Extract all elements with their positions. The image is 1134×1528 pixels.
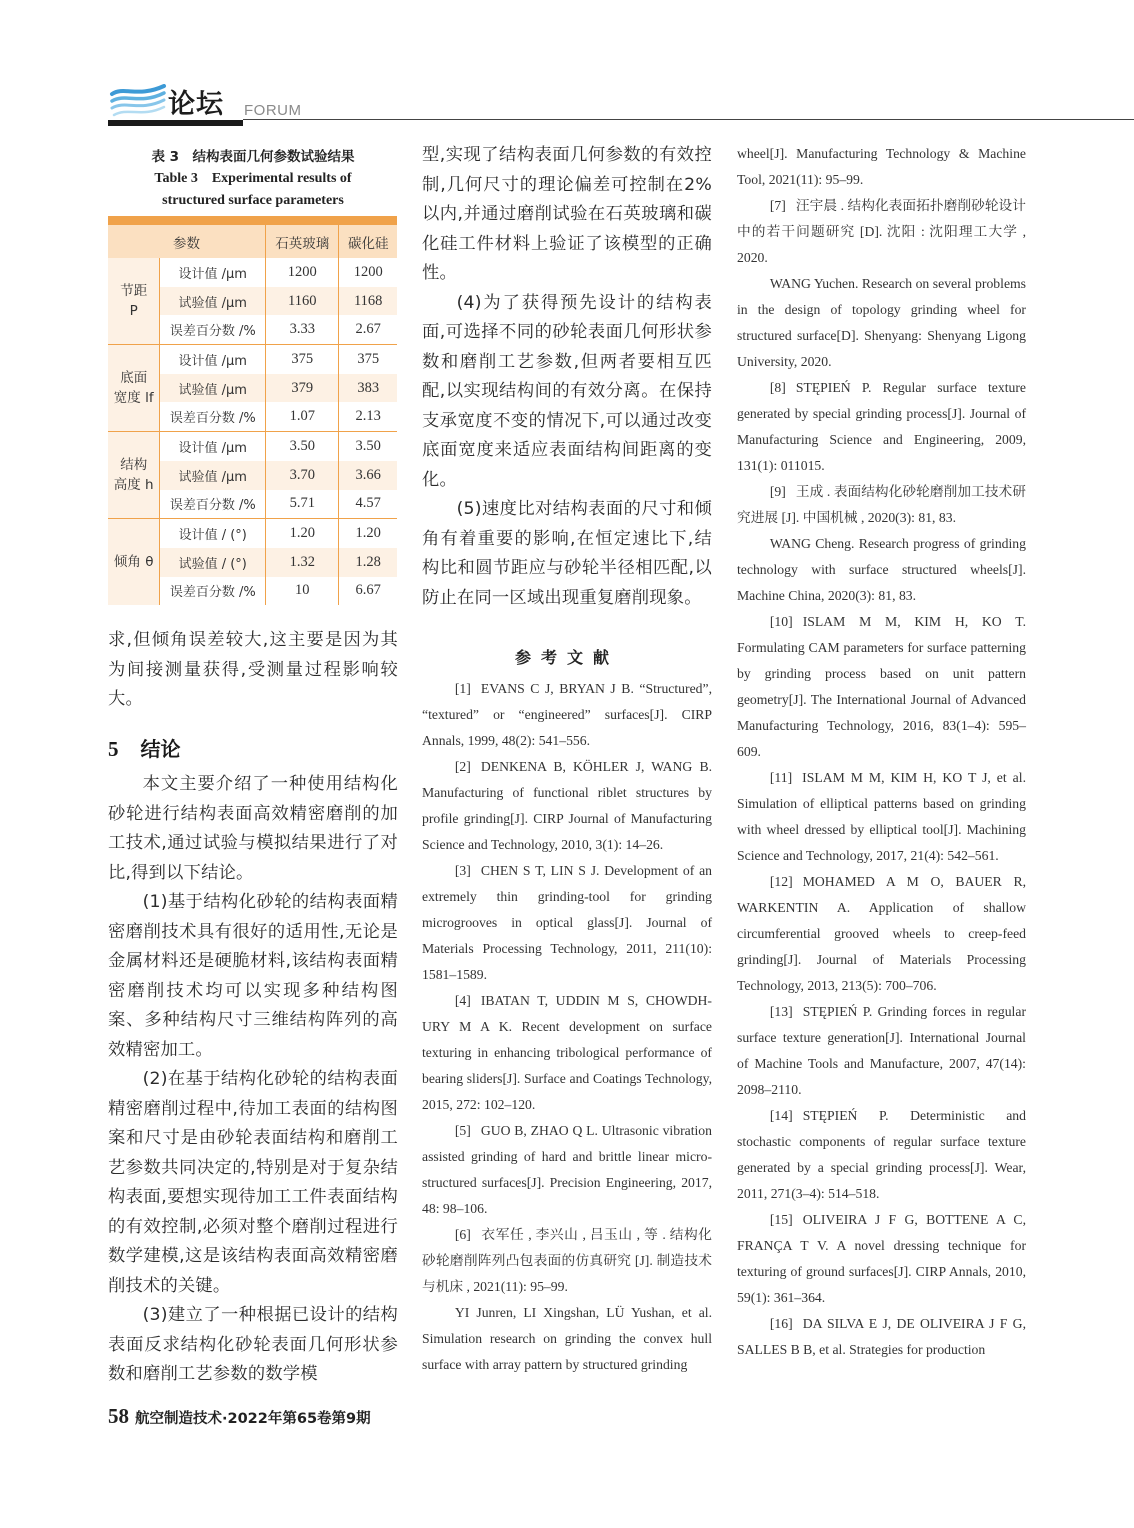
- reference-number: [5]: [454, 1123, 471, 1138]
- sic-value: 4.57: [355, 495, 381, 512]
- sic-value: 1168: [339, 287, 397, 316]
- reference-number: [4]: [454, 993, 471, 1008]
- table-row: [108, 258, 397, 287]
- section-number: 5: [108, 737, 119, 761]
- table-row: [108, 519, 397, 548]
- table-caption: [108, 146, 398, 212]
- conclusion-5: (5)速度比对结构表面的尺寸和倾角有着重要的影响,在恒定速比下,结构比和圆节距应与砂轮半径相匹配,以防止在同一区域出现重复磨削现象。: [422, 499, 712, 608]
- reference-item: [737, 479, 1026, 531]
- table-top-bar: [108, 216, 397, 225]
- column-1-body: [108, 770, 398, 1390]
- reference-number: [12]: [769, 874, 793, 889]
- quartz-value: 375: [266, 345, 339, 374]
- reference-item: [737, 765, 1026, 869]
- column-2-body: [422, 141, 712, 613]
- table-caption-en-1: Table 3 Experimental results of: [154, 171, 352, 186]
- row-label: 试验值 / (°): [160, 548, 266, 577]
- table-row: [108, 345, 397, 374]
- reference-number: [3]: [454, 863, 471, 878]
- reference-number: [11]: [769, 770, 793, 785]
- conclusion-4: (4)为了获得预先设计的结构表面,可选择不同的砂轮表面几何形状参数和磨削工艺参数,但两者要相互匹配,以实现结构间的有效分离。在保持支承宽度不变的情况下,可以通过改变底面宽度来适应表面结构间距离的变化。: [422, 292, 712, 490]
- group-name-line-1: 结构: [120, 457, 148, 474]
- reference-text: IBATAN T, UDDIN M S, CHOWDH-URY M A K. Recent development on surface texturing in enhancing tribological performance of bearing sliders[J]. Surface and Coatings Technology, 2015, 272: 102–120.: [422, 993, 712, 1112]
- reference-text: STĘPIEŃ P. Regular surface texture generated by special grinding process[J]. Journal of Manufacturing Science and Engineering, 2009, 131(1): 011015.: [737, 380, 1026, 473]
- reference-text: ISLAM M M, KIM H, KO T. Formulating CAM parameters for surface patterning by grinding process based on unit pattern geometry[J]. The International Journal of Advanced Manufacturing Technology, 2016, 83(1–4): 595–609.: [737, 614, 1026, 759]
- sic-value: 2.67: [355, 321, 381, 338]
- reference-number: [8]: [769, 380, 786, 395]
- sic-value: 6.67: [355, 582, 381, 599]
- row-label: 误差百分数 /%: [160, 402, 266, 431]
- column-header-param: 参数: [108, 225, 266, 258]
- section-title-cn: 论坛: [168, 89, 224, 120]
- conclusion-3-end: 型,实现了结构表面几何参数的有效控制,几何尺寸的理论偏差可控制在2% 以内,并通过磨削试验在石英玻璃和碳化硅工件材料上验证了该模型的正确性。: [422, 145, 712, 283]
- reference-translation: [737, 271, 1026, 375]
- reference-text: DENKENA B, KÖHLER J, WANG B. Manufacturing of functional riblet structures by profile grinding[J]. CIRP Journal of Manufacturing Science and Technology, 2010, 3(1): 14–26.: [422, 759, 712, 852]
- reference-text: 衣军任 , 李兴山 , 吕玉山 , 等 . 结构化砂轮磨削阵列凸包表面的仿真研究 [J]. 制造技术与机床 , 2021(11): 95–99.: [422, 1227, 712, 1294]
- row-label: 试验值 /μm: [160, 287, 266, 316]
- reference-item: [737, 1207, 1026, 1311]
- column-1-top: [108, 626, 398, 715]
- reference-text: STĘPIEŃ P. Deterministic and stochastic components of regular surface texture generated by a special grinding process[J]. Wear, 2011, 271(3–4): 514–518.: [737, 1108, 1026, 1201]
- column-header-sic: 碳化硅: [339, 225, 397, 258]
- conclusion-2: (2)在基于结构化砂轮的结构表面精密磨削过程中,待加工表面的结构图案和尺寸是由砂轮表面结构和磨削工艺参数共同决定的,特别是对于复杂结构表面,要想实现待加工工件表面结构的有效控制,必须对整个磨削过程进行数学建模,这是该结构表面高效精密磨削技术的关键。: [108, 1069, 398, 1296]
- reference-text: WANG Cheng. Research progress of grinding technology with surface structured wheels[J]. Machine China, 2020(3): 81, 83.: [737, 536, 1026, 603]
- reference-item: [422, 1222, 712, 1300]
- quartz-value: 1.20: [266, 519, 339, 548]
- reference-item: [422, 858, 712, 988]
- group-name-line-1: 底面: [120, 370, 148, 387]
- parameter-group-name: [108, 258, 160, 345]
- section-heading: [108, 733, 181, 762]
- paragraph: 求,但倾角误差较大,这主要是因为其为间接测量获得,受测量过程影响较大。: [108, 630, 398, 709]
- reference-item: [737, 609, 1026, 765]
- reference-number: [6]: [454, 1227, 471, 1242]
- references-column-2: [422, 676, 712, 1378]
- reference-translation-cont: [737, 141, 1026, 193]
- page-header: [108, 84, 1134, 128]
- reference-text: EVANS C J, BRYAN J B. “Structured”, “textured” or “engineered” surfaces[J]. CIRP Annals, 1999, 48(2): 541–556.: [422, 681, 712, 748]
- reference-item: [737, 869, 1026, 999]
- group-name-line-1: 节距: [120, 283, 148, 300]
- wave-logo-icon: [108, 84, 168, 120]
- table-header-row: [108, 225, 397, 258]
- sic-value: 375: [339, 345, 397, 374]
- references-column-3: [737, 141, 1026, 1363]
- sic-value: 2.13: [355, 408, 381, 425]
- page-footer: [108, 1404, 371, 1429]
- parameter-group-name: [108, 345, 160, 432]
- results-table: [108, 216, 397, 605]
- reference-item: [422, 988, 712, 1118]
- row-label: 设计值 /μm: [160, 258, 266, 287]
- reference-text: MOHAMED A M O, BAUER R, WARKENTIN A. Application of shallow circumferential grooved wheels to creep-feed grinding[J]. Journal of Materials Processing Technology, 2013, 213(5): 700–706.: [737, 874, 1026, 993]
- parameter-group-name: [108, 519, 160, 606]
- row-label: 设计值 /μm: [160, 432, 266, 461]
- reference-number: [13]: [769, 1004, 793, 1019]
- group-name-line-2: P: [129, 303, 138, 320]
- table-caption-cn: 表 3 结构表面几何参数试验结果: [151, 149, 355, 165]
- quartz-value: 1.07: [266, 402, 339, 431]
- sic-value: 383: [339, 374, 397, 403]
- reference-item: [422, 1118, 712, 1222]
- reference-translation: [737, 531, 1026, 609]
- conclusion-3-start: (3)建立了一种根据已设计的结构表面反求结构化砂轮表面几何形状参数和磨削工艺参数的数学模: [108, 1305, 398, 1384]
- reference-text: CHEN S T, LIN S J. Development of an extremely thin grinding-tool for grinding microgrooves in optical glass[J]. Journal of Materials Processing Technology, 2011, 211(10): 1581–1589.: [422, 863, 712, 982]
- sic-value: 1.20: [339, 519, 397, 548]
- group-name-line-2: 宽度 lf: [113, 390, 154, 407]
- reference-text: STĘPIEŃ P. Grinding forces in regular surface texture generation[J]. International Journal of Machine Tools and Manufacture, 2007, 47(14): 2098–2110.: [737, 1004, 1026, 1097]
- row-label: 误差百分数 /%: [160, 577, 266, 606]
- reference-number: [14]: [769, 1108, 793, 1123]
- reference-item: [422, 754, 712, 858]
- quartz-value: 3.50: [266, 432, 339, 461]
- reference-number: [7]: [769, 198, 786, 213]
- quartz-value: 10: [266, 577, 339, 606]
- reference-number: [10]: [769, 614, 793, 629]
- reference-item: [737, 193, 1026, 271]
- reference-number: [15]: [769, 1212, 793, 1227]
- reference-item: [737, 1311, 1026, 1363]
- quartz-value: 3.33: [266, 315, 339, 344]
- header-rule: [243, 119, 1134, 120]
- quartz-value: 379: [266, 374, 339, 403]
- section-title-en: FORUM: [244, 102, 302, 119]
- section-title: 结论: [140, 737, 181, 761]
- reference-text: OLIVEIRA J F G, BOTTENE A C, FRANÇA T V. A novel dressing technique for texturing of ground surfaces[J]. CIRP Annals, 2010, 59(1): 361–364.: [737, 1212, 1026, 1305]
- quartz-value: 3.70: [266, 461, 339, 490]
- sic-value: 1200: [353, 263, 383, 280]
- quartz-value: 1160: [266, 287, 339, 316]
- reference-text: YI Junren, LI Xingshan, LÜ Yushan, et al. Simulation research on grinding the convex hull surface with array pattern by structured grinding: [422, 1305, 712, 1372]
- row-label: 误差百分数 /%: [160, 490, 266, 519]
- page-number: 58: [108, 1404, 129, 1428]
- row-label: 设计值 / (°): [160, 519, 266, 548]
- sic-value: 1.28: [339, 548, 397, 577]
- sic-value: 3.66: [339, 461, 397, 490]
- reference-text: 王成 . 表面结构化砂轮磨削加工技术研究进展 [J]. 中国机械 , 2020(3): 81, 83.: [737, 484, 1026, 525]
- sic-value: 3.50: [339, 432, 397, 461]
- row-label: 设计值 /μm: [160, 345, 266, 374]
- group-name-line-2: 高度 h: [113, 477, 154, 494]
- reference-number: [1]: [454, 681, 471, 696]
- quartz-value: 5.71: [266, 490, 339, 519]
- reference-item: [737, 1103, 1026, 1207]
- reference-text: DA SILVA E J, DE OLIVEIRA J F G, SALLES B B, et al. Strategies for production: [737, 1316, 1026, 1357]
- parameter-group-name: [108, 432, 160, 519]
- reference-number: [16]: [769, 1316, 793, 1331]
- paragraph: 本文主要介绍了一种使用结构化砂轮进行结构表面高效精密磨削的加工技术,通过试验与模拟结果进行了对比,得到以下结论。: [108, 774, 398, 883]
- references-heading: 参考文献: [514, 648, 619, 667]
- group-name-line-1: 倾角 θ: [113, 554, 154, 571]
- row-label: 误差百分数 /%: [160, 315, 266, 344]
- reference-number: [9]: [769, 484, 786, 499]
- table-caption-en-2: structured surface parameters: [162, 193, 344, 208]
- reference-translation: [422, 1300, 712, 1378]
- column-header-quartz: 石英玻璃: [266, 225, 339, 258]
- reference-text: GUO B, ZHAO Q L. Ultrasonic vibration assisted grinding of hard and brittle linear micro-structured surfaces[J]. Precision Engineering, 2017, 48: 98–106.: [422, 1123, 712, 1216]
- quartz-value: 1.32: [266, 548, 339, 577]
- reference-text: 汪宇晨 . 结构化表面拓扑磨削砂轮设计中的若干问题研究 [D]. 沈阳 : 沈阳理工大学 , 2020.: [737, 198, 1026, 265]
- reference-item: [737, 375, 1026, 479]
- quartz-value: 1200: [266, 258, 339, 287]
- reference-number: [2]: [454, 759, 471, 774]
- reference-text: wheel[J]. Manufacturing Technology & Machine Tool, 2021(11): 95–99.: [737, 146, 1026, 187]
- reference-text: WANG Yuchen. Research on several problems in the design of topology grinding wheel for structured surface[D]. Shenyang: Shenyang Ligong University, 2020.: [737, 276, 1026, 369]
- conclusion-1: (1)基于结构化砂轮的结构表面精密磨削技术具有很好的适用性,无论是金属材料还是硬脆材料,该结构表面精密磨削技术均可以实现多种结构图案、多种结构尺寸三维结构阵列的高效精密加工。: [108, 892, 398, 1060]
- header-bar: [108, 120, 243, 126]
- row-label: 试验值 /μm: [160, 461, 266, 490]
- reference-item: [422, 676, 712, 754]
- reference-item: [737, 999, 1026, 1103]
- journal-info: 航空制造技术·2022年第65卷第9期: [135, 1411, 371, 1427]
- table-row: [108, 432, 397, 461]
- reference-text: ISLAM M M, KIM H, KO T J, et al. Simulation of elliptical patterns based on grinding with wheel dressed by elliptical tool[J]. Machining Science and Technology, 2017, 21(4): 542–561.: [737, 770, 1026, 863]
- row-label: 试验值 /μm: [160, 374, 266, 403]
